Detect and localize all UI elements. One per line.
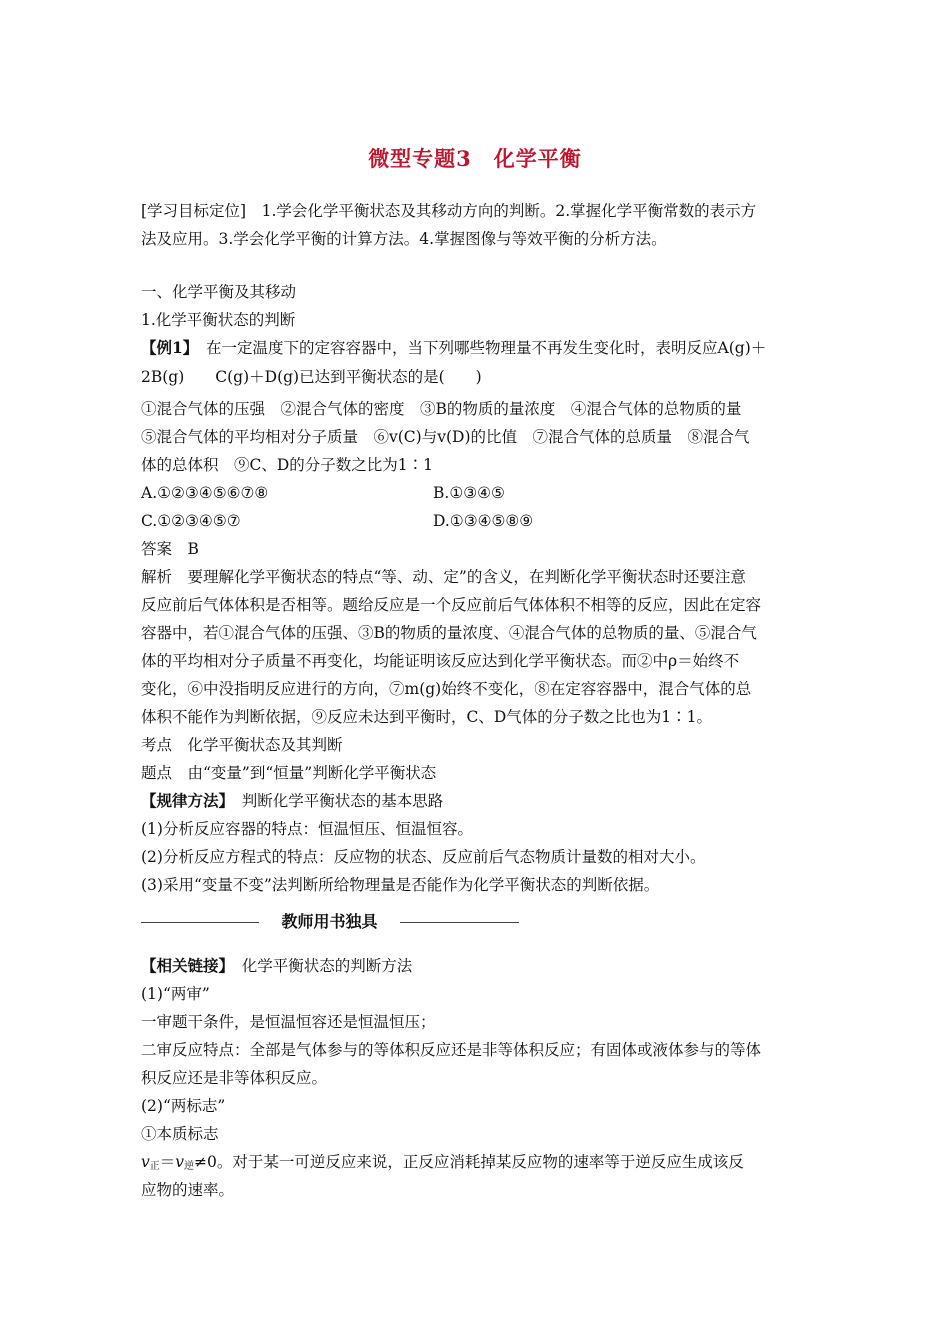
example-line-1 <box>141 337 821 359</box>
link-paragraph-1: 一审题干条件，是恒温恒容还是恒温恒压； <box>141 1013 436 1031</box>
example-item-line-2: ⑤混合气体的平均相对分子质量 ⑥v(C)与v(D)的比值 ⑦混合气体的总质量 ⑧混合气 <box>141 428 750 446</box>
link-heading-essential-sign: ①本质标志 <box>141 1125 219 1143</box>
method-step-1: (1)分析反应容器的特点：恒温恒压、恒温恒容。 <box>141 820 473 838</box>
link-heading <box>141 955 821 977</box>
example-line-2: 2B(g) C(g)＋D(g)已达到平衡状态的是( ) <box>141 368 482 386</box>
answer: 答案 B <box>141 540 199 558</box>
divider-label: 教师用书独具 <box>281 912 378 931</box>
v-symbol-reverse: v <box>175 1153 185 1171</box>
objectives-line-2: 法及应用。3.学会化学平衡的计算方法。4.掌握图像与等效平衡的分析方法。 <box>141 230 667 248</box>
subscript-reverse: 逆 <box>184 1161 195 1172</box>
example-question-1: 在一定温度下的定容容器中，当下列哪些物理量不再发生变化时，表明反应A(g)＋ <box>190 339 767 357</box>
analysis-line-6: 体积不能作为判断依据，⑨反应未达到平衡时，C、D气体的分子数之比也为1∶1。 <box>141 708 713 726</box>
teacher-edition-divider <box>141 911 519 933</box>
option-a: A.①②③④⑤⑥⑦⑧ <box>141 484 269 502</box>
analysis-line-2: 反应前后气体体积是否相等。题给反应是一个反应前后气体体积不相等的反应，因此在定容 <box>141 596 762 614</box>
link-tag: 【相关链接】 <box>141 956 227 975</box>
example-item-line-1: ①混合气体的压强 ②混合气体的密度 ③B的物质的量浓度 ④混合气体的总物质的量 <box>141 400 742 418</box>
divider-rule-right <box>400 922 519 923</box>
link-paragraph-3a <box>141 1151 821 1178</box>
subscript-forward: 正 <box>149 1161 160 1172</box>
link-paragraph-2a: 二审反应特点：全部是气体参与的等体积反应还是非等体积反应；有固体或液体参与的等体 <box>141 1041 762 1059</box>
option-b: B.①③④⑤ <box>433 484 505 502</box>
link-heading-two-signs: (2)“两标志” <box>141 1097 226 1115</box>
equals-sign: ＝ <box>159 1153 176 1171</box>
v-symbol-forward: v <box>141 1153 150 1171</box>
tidian: 题点 由“变量”到“恒量”判断化学平衡状态 <box>141 764 437 782</box>
analysis-line-5: 变化，⑥中没指明反应进行的方向，⑦m(g)始终不变化，⑧在定容容器中，混合气体的总 <box>141 680 752 698</box>
method-title: 判断化学平衡状态的基本思路 <box>226 792 444 810</box>
method-step-3: (3)采用“变量不变”法判断所给物理量是否能作为化学平衡状态的判断依据。 <box>141 876 660 894</box>
kaodian: 考点 化学平衡状态及其判断 <box>141 736 343 754</box>
method-heading <box>141 790 821 812</box>
subsection-heading: 1.化学平衡状态的判断 <box>141 311 296 329</box>
link-title: 化学平衡状态的判断方法 <box>226 957 413 975</box>
method-step-2: (2)分析反应方程式的特点：反应物的状态、反应前后气态物质计量数的相对大小。 <box>141 848 706 866</box>
option-c: C.①②③④⑤⑦ <box>141 512 241 530</box>
option-d: D.①③④⑤⑧⑨ <box>433 512 534 530</box>
link-paragraph-3a-text: ≠0。对于某一可逆反应来说，正反应消耗掉某反应物的速率等于逆反应生成该反 <box>194 1153 744 1171</box>
analysis-line-3: 容器中，若①混合气体的压强、③B的物质的量浓度、④混合气体的总物质的量、⑤混合气 <box>141 624 757 642</box>
method-tag: 【规律方法】 <box>141 791 227 810</box>
analysis-line-4: 体的平均相对分子质量不再变化，均能证明该反应达到化学平衡状态。而②中ρ＝始终不 <box>141 652 740 670</box>
link-paragraph-2b: 积反应还是非等体积反应。 <box>141 1069 328 1087</box>
objectives-line-1: [学习目标定位] 1.学会化学平衡状态及其移动方向的判断。2.掌握化学平衡常数的表示方 <box>141 202 757 220</box>
analysis-line-1: 解析 要理解化学平衡状态的特点“等、动、定”的含义，在判断化学平衡状态时还要注意 <box>141 568 746 586</box>
section-heading: 一、化学平衡及其移动 <box>141 283 297 301</box>
example-item-line-3: 体的总体积 ⑨C、D的分子数之比为1∶1 <box>141 456 434 474</box>
link-heading-two-checks: (1)“两审” <box>141 985 210 1003</box>
divider-rule-left <box>141 922 259 923</box>
link-paragraph-3b: 应物的速率。 <box>141 1181 235 1199</box>
page-title: 微型专题3 化学平衡 <box>368 146 582 171</box>
example-tag: 【例1】 <box>141 338 191 357</box>
